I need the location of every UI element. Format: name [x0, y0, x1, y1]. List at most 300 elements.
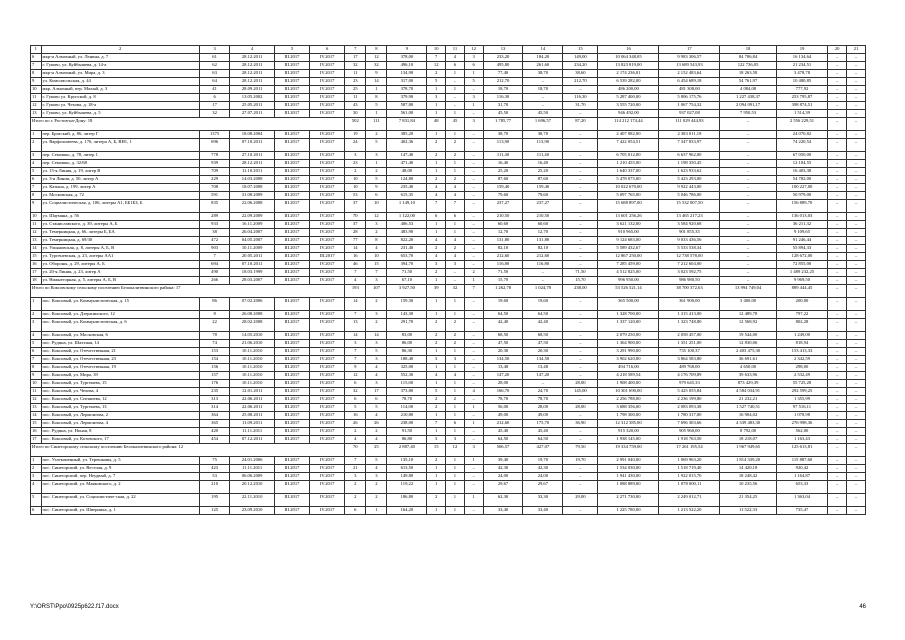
- table-cell: 2 256 788,00: [598, 396, 659, 404]
- table-cell: 13,48: [523, 364, 563, 372]
- table-cell: –: [464, 253, 483, 261]
- table-cell: IV.2017: [310, 380, 345, 388]
- table-cell: –: [847, 356, 866, 364]
- table-cell: 62: [199, 62, 229, 70]
- table-cell: 2: [31, 311, 42, 319]
- table-cell: 107: [366, 285, 387, 298]
- table-cell: 14.03.2008: [230, 176, 275, 184]
- table-cell: –: [720, 237, 776, 245]
- table-cell: 06.06.2009: [230, 473, 275, 481]
- table-cell: 946 492,00: [598, 110, 659, 118]
- table-cell: 39: [427, 285, 446, 298]
- table-cell: 1: [427, 168, 446, 176]
- table-cell: 32: [199, 110, 229, 118]
- table-cell: пос. Коксовый, ул. Отечественная, 21: [41, 348, 199, 356]
- table-cell: III.2017: [274, 436, 309, 444]
- table-cell: 10: [31, 213, 42, 221]
- table-cell: 1 527 740,51: [720, 404, 776, 412]
- table-cell: –: [847, 380, 866, 388]
- table-cell: –: [464, 86, 483, 94]
- table-cell: 5 589 432,67: [598, 245, 659, 253]
- table-cell: –: [847, 152, 866, 160]
- table-cell: 2: [366, 168, 387, 176]
- table-cell: 28: [345, 229, 366, 237]
- table-cell: 149,80: [387, 473, 427, 481]
- table-cell: ул. Ульяновская, д. 8, литеры А, Б, В: [41, 245, 199, 253]
- table-cell: 292 599,25: [776, 388, 828, 396]
- table-cell: –: [464, 348, 483, 356]
- table-cell: 3 927,50: [387, 285, 427, 298]
- table-cell: 11: [345, 94, 366, 102]
- table-cell: 6: [366, 396, 387, 404]
- table-cell: –: [828, 229, 847, 237]
- table-cell: пос. Синегорский, пер. Неудвый, д. 7: [41, 473, 199, 481]
- table-cell: 8 792,00: [720, 428, 776, 436]
- table-cell: 86,80: [387, 436, 427, 444]
- table-cell: 48,00: [387, 168, 427, 176]
- table-cell: 87,60: [523, 176, 563, 184]
- table-cell: 149,00: [563, 54, 598, 62]
- table-cell: 471,40: [387, 160, 427, 168]
- table-cell: 11.10.2011: [230, 168, 275, 176]
- table-cell: –: [828, 319, 847, 332]
- table-cell: 3: [366, 356, 387, 364]
- table-row: [31, 269, 866, 277]
- table-cell: 1 249,00: [776, 332, 828, 340]
- table-cell: 2: [446, 176, 465, 184]
- table-cell: 1: [366, 160, 387, 168]
- table-cell: пос. Коксовый, ул. Дзержинского, 12: [41, 311, 199, 319]
- table-cell: 615,35: [387, 192, 427, 200]
- table-cell: –: [563, 192, 598, 200]
- table-cell: 64,50: [483, 436, 523, 444]
- table-cell: 2: [366, 131, 387, 139]
- table-cell: 27.10.2011: [230, 152, 275, 160]
- table-cell: 49,00: [483, 412, 523, 420]
- table-cell: 2: [427, 139, 446, 152]
- table-cell: 31,70: [483, 102, 523, 110]
- table-cell: –: [847, 168, 866, 176]
- table-cell: 212,60: [483, 420, 523, 428]
- column-header: 3: [199, 46, 229, 54]
- table-cell: 20,30: [483, 348, 523, 356]
- table-cell: 28.03.2007: [230, 277, 275, 285]
- table-cell: –: [828, 356, 847, 364]
- table-cell: –: [847, 86, 866, 94]
- table-cell: 1 024,78: [523, 285, 563, 298]
- table-cell: –: [847, 332, 866, 340]
- table-cell: –: [847, 372, 866, 380]
- table-cell: 1: [427, 473, 446, 481]
- table-cell: 454: [199, 436, 229, 444]
- table-cell: 1: [366, 86, 387, 94]
- table-cell: 18.08.2004: [230, 131, 275, 139]
- table-cell: –: [847, 396, 866, 404]
- table-cell: 176: [199, 380, 229, 388]
- table-cell: 7: [31, 62, 42, 70]
- table-cell: 86: [199, 298, 229, 311]
- table-cell: 24.01.2006: [230, 457, 275, 465]
- table-cell: 20.12.2010: [230, 481, 275, 494]
- table-cell: IV.2017: [310, 396, 345, 404]
- table-cell: 4: [446, 372, 465, 380]
- table-cell: 18 218,07: [720, 436, 776, 444]
- table-cell: 1 225 780,00: [598, 507, 659, 515]
- table-cell: –: [563, 176, 598, 184]
- table-cell: 496,10: [387, 62, 427, 70]
- table-cell: III.2017: [274, 396, 309, 404]
- table-cell: III.2017: [274, 86, 309, 94]
- table-cell: 212,70: [563, 78, 598, 86]
- table-cell: 1: [464, 70, 483, 78]
- column-header: 16: [598, 46, 659, 54]
- table-cell: III.2017: [274, 372, 309, 380]
- table-row: [31, 152, 866, 160]
- table-cell: –: [847, 253, 866, 261]
- table-cell: 3 555 720,00: [598, 102, 659, 110]
- table-cell: 986 980,50: [659, 277, 720, 285]
- table-cell: 1: [446, 465, 465, 473]
- table-cell: –: [828, 364, 847, 372]
- table-cell: 2 403 475,30: [720, 348, 776, 356]
- table-cell: 16: [345, 253, 366, 261]
- table-cell: –: [828, 168, 847, 176]
- table-cell: 71,50: [483, 269, 523, 277]
- table-cell: 74 220,54: [776, 139, 828, 152]
- table-cell: –: [828, 139, 847, 152]
- table-cell: 122 736,05: [720, 62, 776, 70]
- table-cell: 12 312 385,00: [598, 420, 659, 428]
- table-cell: 2: [446, 332, 465, 340]
- table-cell: 16,40: [523, 160, 563, 168]
- table-cell: 10: [345, 176, 366, 184]
- column-header: 14: [523, 46, 563, 54]
- table-cell: 45,40: [523, 428, 563, 436]
- table-cell: 6: [31, 176, 42, 184]
- table-cell: –: [523, 277, 563, 285]
- table-cell: 6 637 962,00: [659, 152, 720, 160]
- table-cell: 15: [366, 261, 387, 269]
- table-cell: –: [828, 152, 847, 160]
- table-row: [31, 184, 866, 192]
- table-cell: IV.2017: [310, 436, 345, 444]
- table-cell: –: [464, 356, 483, 364]
- table-cell: 238,00: [387, 420, 427, 428]
- table-cell: 238,00: [563, 285, 598, 298]
- table-cell: 17 261 195,54: [659, 444, 720, 457]
- table-cell: г. Гуково ул. Крупской, д. 8: [41, 94, 199, 102]
- table-cell: 11: [31, 94, 42, 102]
- table-cell: III.2017: [274, 94, 309, 102]
- table-cell: 4: [427, 184, 446, 192]
- table-cell: –: [563, 412, 598, 420]
- table-cell: 15 532 007,50: [659, 200, 720, 213]
- table-cell: 153: [199, 348, 229, 356]
- table-cell: 116,30: [563, 94, 598, 102]
- table-cell: 1: [464, 404, 483, 412]
- page-number: 46: [859, 604, 866, 610]
- table-row: [31, 229, 866, 237]
- table-cell: 9 109,65: [776, 229, 828, 237]
- table-cell: –: [828, 420, 847, 428]
- table-cell: –: [563, 465, 598, 473]
- table-cell: 4 218 589,54: [598, 372, 659, 380]
- table-cell: 13 994 749,04: [720, 285, 776, 298]
- table-cell: –: [720, 176, 776, 184]
- table-cell: 2: [446, 152, 465, 160]
- table-cell: 1: [446, 86, 465, 94]
- table-cell: 1: [464, 457, 483, 465]
- table-cell: 36 211,32: [776, 221, 828, 229]
- table-cell: 15: [31, 253, 42, 261]
- table-cell: 3: [366, 221, 387, 229]
- table-cell: 5 423 293,00: [659, 176, 720, 184]
- table-cell: –: [563, 311, 598, 319]
- table-cell: 64,50: [483, 311, 523, 319]
- table-cell: 12: [31, 102, 42, 110]
- table-cell: мкр-н Алмазный, ул. Мира, д. 3: [41, 70, 199, 78]
- table-cell: 394,70: [387, 261, 427, 269]
- table-cell: III.2017: [274, 507, 309, 515]
- table-cell: 9 922 443,00: [659, 184, 720, 192]
- table-cell: III.2017: [274, 420, 309, 428]
- table-cell: 210,50: [483, 213, 523, 221]
- table-cell: ул. Шаумяна, д. 56: [41, 213, 199, 221]
- table-cell: 1: [446, 481, 465, 494]
- table-cell: 1 364 900,00: [598, 340, 659, 348]
- table-cell: –: [828, 102, 847, 110]
- table-cell: 87,60: [483, 176, 523, 184]
- table-cell: 2 094 091,17: [720, 102, 776, 110]
- table-cell: IV.2017: [310, 139, 345, 152]
- table-cell: 12 867 250,00: [598, 253, 659, 261]
- table-cell: –: [847, 213, 866, 221]
- table-cell: –: [847, 160, 866, 168]
- table-cell: –: [847, 54, 866, 62]
- table-cell: 175,70: [523, 420, 563, 428]
- table-cell: 3: [446, 261, 465, 269]
- table-cell: 1 198 350,45: [659, 160, 720, 168]
- table-cell: пос. Синегорский, ул. Шверника, д. 1: [41, 507, 199, 515]
- table-cell: 23: [345, 78, 366, 86]
- table-cell: 53: [199, 473, 229, 481]
- table-cell: III.2017: [274, 473, 309, 481]
- table-cell: –: [563, 160, 598, 168]
- table-cell: 5 425 055,84: [659, 388, 720, 396]
- table-cell: –: [563, 396, 598, 404]
- table-cell: ул. Московская, д. 72: [41, 192, 199, 200]
- table-cell: 1: [464, 102, 483, 110]
- table-cell: 39 633,96: [720, 372, 776, 380]
- table-cell: IV.2017: [310, 428, 345, 436]
- table-cell: 4 176 709,89: [659, 372, 720, 380]
- table-cell: –: [563, 332, 598, 340]
- table-cell: 920,42: [776, 465, 828, 473]
- table-cell: ул. Тургеневская, д. 23, литеры АА1: [41, 253, 199, 261]
- table-cell: 822,20: [387, 237, 427, 245]
- table-cell: пос. Синегорский, ул. Социалистиче-ская, д. 22: [41, 494, 199, 507]
- table-cell: –: [464, 213, 483, 221]
- table-cell: пос. Коксовый, ул. Мира, 39: [41, 372, 199, 380]
- table-cell: –: [847, 277, 866, 285]
- table-cell: –: [464, 332, 483, 340]
- table-cell: 91,50: [387, 428, 427, 436]
- table-cell: 41: [199, 86, 229, 94]
- table-cell: III.2017: [274, 388, 309, 396]
- table-cell: 26: [345, 420, 366, 428]
- table-cell: 14: [31, 245, 42, 253]
- table-cell: –: [464, 372, 483, 380]
- table-cell: 1: [446, 229, 465, 237]
- table-cell: 22.06.2011: [230, 404, 275, 412]
- table-cell: –: [847, 118, 866, 131]
- table-cell: 17: [31, 269, 42, 277]
- table-cell: 653,33: [776, 481, 828, 494]
- table-cell: 3: [31, 319, 42, 332]
- table-cell: –: [464, 380, 483, 388]
- table-cell: 210: [199, 481, 229, 494]
- table-cell: ул. Нижнегорная, д. 5, литеры А, Б, В: [41, 277, 199, 285]
- table-cell: 14: [345, 245, 366, 253]
- table-cell: 6: [446, 213, 465, 221]
- table-cell: 10.11.2009: [230, 245, 275, 253]
- table-cell: пос. Коксовый, ул. Коммунистическая, д. 15: [41, 298, 199, 311]
- table-cell: 210,80: [387, 412, 427, 420]
- table-cell: 3 621 132,00: [598, 221, 659, 229]
- table-cell: 55 725,28: [776, 380, 828, 388]
- table-row: [31, 465, 866, 473]
- table-cell: IV.2017: [310, 110, 345, 118]
- table-cell: 54 782,00: [776, 176, 828, 184]
- table-cell: 420: [199, 428, 229, 436]
- table-cell: 210,50: [523, 213, 563, 221]
- table-cell: 587,80: [387, 102, 427, 110]
- table-cell: –: [563, 253, 598, 261]
- table-cell: III.2017: [274, 277, 309, 285]
- table-cell: 24,00: [523, 473, 563, 481]
- table-cell: 9 983 306,57: [659, 54, 720, 62]
- table-cell: 38,60: [563, 70, 598, 78]
- table-row: [31, 277, 866, 285]
- table-cell: 231,40: [387, 245, 427, 253]
- table-cell: 38,70: [523, 70, 563, 78]
- table-cell: 188,40: [387, 356, 427, 364]
- table-cell: 613,50: [387, 465, 427, 473]
- table-cell: –: [828, 494, 847, 507]
- table-cell: пос. Коксовый, ул. Отечественная, 23: [41, 356, 199, 364]
- table-cell: 1 078 000,11: [659, 481, 720, 494]
- table-cell: 53: [345, 192, 366, 200]
- table-cell: 406,53: [387, 221, 427, 229]
- table-cell: 18,70: [523, 86, 563, 94]
- table-cell: 114 212 174,44: [598, 118, 659, 131]
- table-cell: –: [563, 356, 598, 364]
- table-cell: –: [720, 229, 776, 237]
- table-cell: 4: [366, 364, 387, 372]
- table-cell: –: [563, 86, 598, 94]
- table-cell: 12,70: [523, 229, 563, 237]
- table-cell: 1 315 413,00: [659, 311, 720, 319]
- table-cell: 12: [446, 444, 465, 457]
- table-cell: 134,50: [483, 356, 523, 364]
- table-cell: –: [847, 269, 866, 277]
- table-cell: 100 227,00: [776, 184, 828, 192]
- table-cell: IV.2017: [310, 388, 345, 396]
- table-cell: 48: [427, 118, 446, 131]
- table-cell: –: [563, 372, 598, 380]
- table-cell: 47,50: [523, 340, 563, 348]
- table-cell: –: [847, 465, 866, 473]
- table-cell: –: [828, 311, 847, 319]
- table-cell: 1: [446, 412, 465, 420]
- table-cell: –: [847, 192, 866, 200]
- table-cell: 2 383 011,18: [659, 131, 720, 139]
- data-table-container: [30, 45, 866, 515]
- table-cell: 915 320,00: [598, 428, 659, 436]
- table-cell: 13: [31, 404, 42, 412]
- table-cell: 10.11.2010: [230, 364, 275, 372]
- table-row: [31, 237, 866, 245]
- table-cell: 5 478 075,00: [598, 176, 659, 184]
- table-cell: 21 232,21: [720, 396, 776, 404]
- table-cell: 64,50: [523, 436, 563, 444]
- table-cell: 3: [427, 261, 446, 269]
- table-cell: 23.09.2010: [230, 507, 275, 515]
- table-cell: –: [464, 481, 483, 494]
- table-row: [31, 311, 866, 319]
- table-cell: 3 291 990,00: [598, 348, 659, 356]
- table-row: [31, 404, 866, 412]
- header-row: [31, 46, 866, 54]
- table-cell: –: [847, 70, 866, 78]
- table-cell: –: [847, 319, 866, 332]
- table-cell: пос. Коксовый, ул. Тургенева, 15: [41, 380, 199, 388]
- table-cell: –: [720, 245, 776, 253]
- table-cell: 18 263,58: [720, 70, 776, 78]
- table-cell: III.2017: [274, 168, 309, 176]
- table-cell: 42,30: [523, 465, 563, 473]
- table-cell: 131,80: [523, 237, 563, 245]
- table-cell: 1: [446, 388, 465, 396]
- table-cell: –: [464, 131, 483, 139]
- table-cell: 7: [427, 200, 446, 213]
- table-cell: –: [828, 54, 847, 62]
- table-cell: 1 067 754,32: [659, 102, 720, 110]
- table-cell: –: [828, 507, 847, 515]
- table-cell: 22.09.2009: [230, 213, 275, 221]
- table-row: [31, 200, 866, 213]
- table-cell: 3 023 592,75: [659, 269, 720, 277]
- table-cell: –: [847, 131, 866, 139]
- table-cell: 3 688 356,00: [598, 404, 659, 412]
- table-cell: 3 584 920,68: [659, 221, 720, 229]
- table-cell: –: [563, 436, 598, 444]
- table-cell: IV.2017: [310, 131, 345, 139]
- table-cell: 2: [427, 396, 446, 404]
- table-cell: 5 046 786,00: [659, 192, 720, 200]
- table-cell: 24 070,82: [776, 131, 828, 139]
- table-cell: 313: [199, 396, 229, 404]
- table-cell: 28.09.2011: [230, 86, 275, 94]
- table-cell: III.2017: [274, 298, 309, 311]
- table-cell: 46: [345, 261, 366, 269]
- table-row: [31, 110, 866, 118]
- table-cell: 6: [345, 396, 366, 404]
- table-cell: 561,00: [387, 110, 427, 118]
- table-cell: –: [828, 412, 847, 420]
- table-cell: 04.05.2007: [230, 237, 275, 245]
- table-cell: 12: [345, 372, 366, 380]
